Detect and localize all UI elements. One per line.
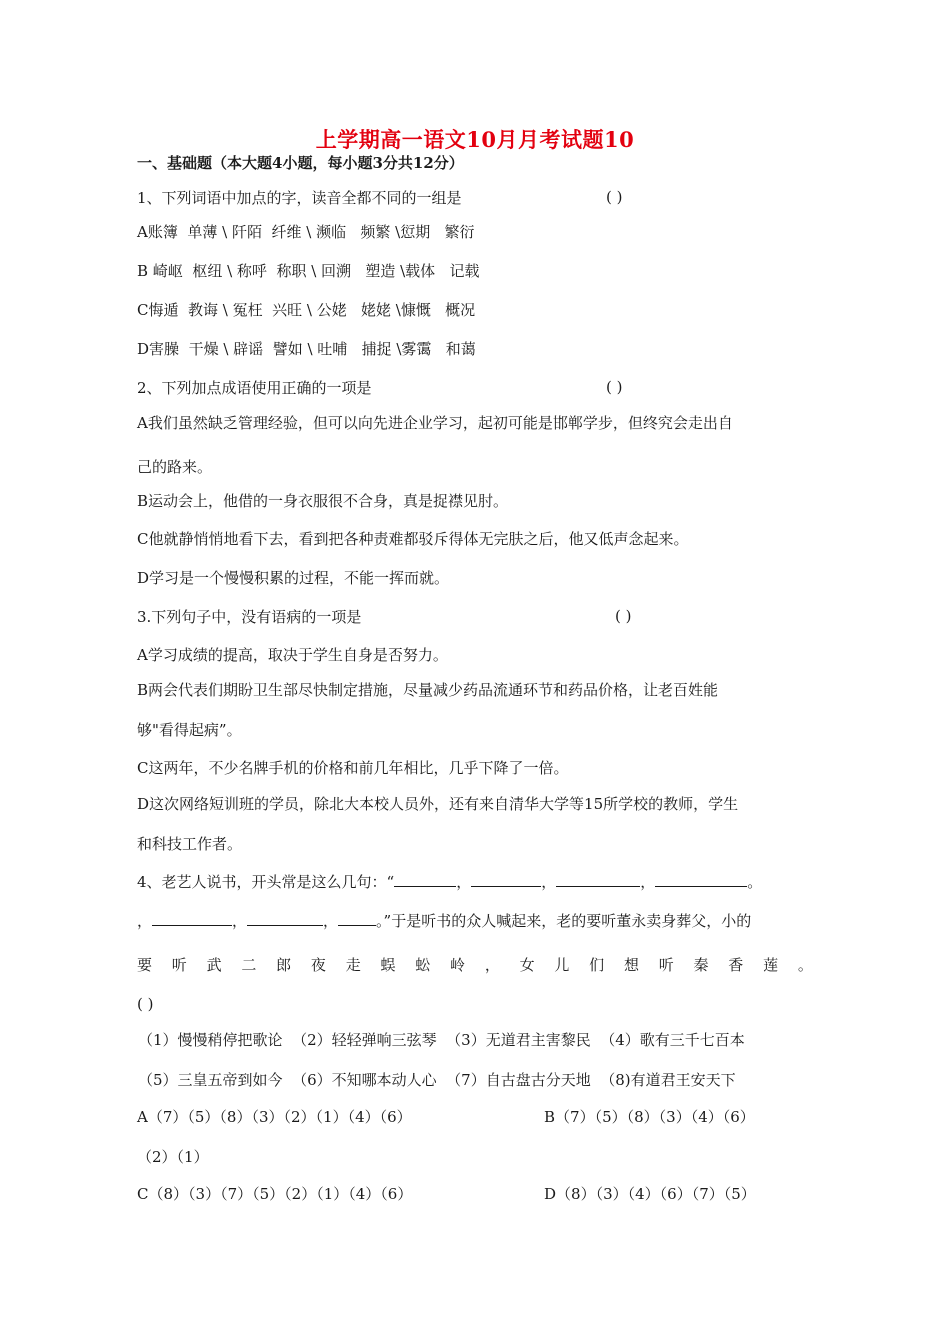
q4-blank <box>152 925 232 926</box>
q1-option-d: D害臊 干燥 \ 辟谣 譬如 \ 吐哺 捕捉 \雾霭 和蔼 <box>137 340 476 358</box>
q4-option-d: D（8）（3）（4）（6）（7）（5） <box>544 1185 756 1203</box>
q4-char: 。 <box>797 956 813 974</box>
q2-option-c: C他就静悄悄地看下去，看到把各种责难都驳斥得体无完肤之后，他又低声念起来。 <box>137 530 689 548</box>
q4-option-b: B（7）（5）（8）（3）（4）（6） <box>544 1108 755 1126</box>
q3-stem: 3.下列句子中，没有语病的一项是 <box>137 608 362 626</box>
q4-char: 武 <box>206 956 222 974</box>
q1-option-b: B 崎岖 枢纽 \ 称呼 称职 \ 回溯 塑造 \载体 记载 <box>137 262 480 280</box>
q2-option-a-line2: 己的路来。 <box>137 458 213 476</box>
q4-char: 岭 <box>450 956 466 974</box>
q3-answer-paren: ( ) <box>615 607 632 625</box>
q4-char: 蜈 <box>380 956 396 974</box>
q4-char: 听 <box>171 956 187 974</box>
q4-char: 蚣 <box>415 956 431 974</box>
q2-answer-paren: ( ) <box>606 378 623 396</box>
q4-blank <box>471 886 541 887</box>
q4-char: 夜 <box>310 956 326 974</box>
q4-char: 二 <box>241 956 257 974</box>
q3-option-a: A学习成绩的提高，取决于学生自身是否努力。 <box>137 646 448 664</box>
q4-char: 走 <box>345 956 361 974</box>
q4-char: 们 <box>589 956 605 974</box>
q4-comma: ， <box>541 873 557 891</box>
q4-comma: ， <box>456 873 472 891</box>
q4-char: 郎 <box>276 956 292 974</box>
q4-blank <box>338 925 376 926</box>
section-heading: 一、基础题（本大题4小题，每小题3分共12分） <box>137 154 464 172</box>
q1-option-c: C悔遁 教诲 \ 冤枉 兴旺 \ 公姥 姥姥 \慷慨 概况 <box>137 301 476 319</box>
q3-option-d-line2: 和科技工作者。 <box>137 835 243 853</box>
q4-blank <box>655 886 747 887</box>
q4-close-quote: 。”于是听书的众人喊起来，老的要听董永卖身葬父，小的 <box>376 912 752 930</box>
q4-char: 秦 <box>693 956 709 974</box>
q2-option-d: D学习是一个慢慢积累的过程，不能一挥而就。 <box>137 569 450 587</box>
q4-char: 想 <box>623 956 639 974</box>
q4-answer-paren: ( ) <box>137 995 154 1013</box>
q2-option-a-line1: A我们虽然缺乏管理经验，但可以向先进企业学习，起初可能是邯郸学步，但终究会走出自 <box>137 414 733 432</box>
q4-period: 。 <box>747 873 763 891</box>
q4-items-line1: （1）慢慢稍停把歌论 （2）轻轻弹响三弦琴 （3）无道君主害黎民 （4）歌有三千七百本 <box>138 1031 745 1049</box>
q4-stem-line1 <box>137 872 762 892</box>
q4-char: 香 <box>728 956 744 974</box>
q4-stem: 4、老艺人说书，开头常是这么几句：“ <box>137 873 395 891</box>
q4-char: 要 <box>137 956 153 974</box>
q4-comma: ， <box>640 873 656 891</box>
q4-stem-line2 <box>137 911 751 931</box>
q3-option-c: C这两年，不少名牌手机的价格和前几年相比，几乎下降了一倍。 <box>137 759 569 777</box>
q1-option-a: A账簿 单薄 \ 阡陌 纤维 \ 濒临 频繁 \愆期 繁衍 <box>137 223 475 241</box>
q4-comma: ， <box>137 912 153 930</box>
q4-items-line2: （5）三皇五帝到如今 （6）不知哪本动人心 （7）自古盘古分天地 （8)有道君王安天下 <box>138 1071 736 1089</box>
q4-char: 女 <box>519 956 535 974</box>
q3-option-b-line1: B两会代表们期盼卫生部尽快制定措施，尽量减少药品流通环节和药品价格，让老百姓能 <box>137 681 719 699</box>
q1-answer-paren: ( ) <box>606 188 623 206</box>
q3-option-d-line1: D这次网络短训班的学员，除北大本校人员外，还有来自清华大学等15所学校的教师，学生 <box>137 795 739 813</box>
q4-comma: ， <box>232 912 248 930</box>
q4-option-b-cont: （2）（1） <box>137 1148 209 1166</box>
q4-char: 莲 <box>763 956 779 974</box>
q4-stem-line3 <box>137 954 813 975</box>
q4-blank <box>556 886 640 887</box>
q2-stem: 2、下列加点成语使用正确的一项是 <box>137 379 372 397</box>
q4-comma: ， <box>323 912 339 930</box>
q4-blank <box>394 886 456 887</box>
q1-stem: 1、下列词语中加点的字，读音全都不同的一组是 <box>137 189 462 207</box>
q4-char: ， <box>484 956 500 974</box>
page-title: 上学期高一语文10月月考试题10 <box>315 127 635 152</box>
q4-option-a: A（7）（5）（8）（3）（2）（1）（4）（6） <box>137 1108 412 1126</box>
q3-option-b-line2: 够"看得起病”。 <box>137 721 242 739</box>
q4-char: 儿 <box>554 956 570 974</box>
q2-option-b: B运动会上，他借的一身衣服很不合身，真是捉襟见肘。 <box>137 492 509 510</box>
q4-blank <box>247 925 323 926</box>
q4-option-c: C（8）（3）（7）（5）（2）（1）（4）（6） <box>137 1185 413 1203</box>
q4-char: 听 <box>658 956 674 974</box>
